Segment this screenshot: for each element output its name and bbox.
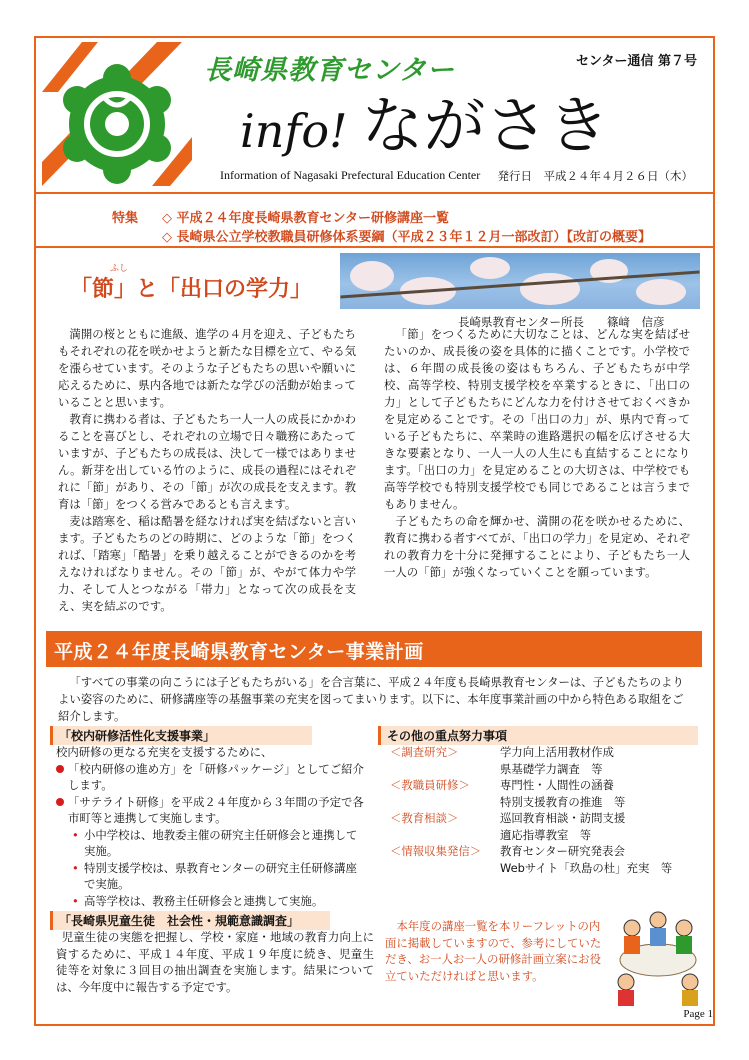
list-item: 県基礎学力調査 等	[500, 761, 603, 776]
title-ruby: ふし	[110, 264, 129, 274]
feature-line-1: ◇ 平成２４年度長崎県教育センター研修講座一覧	[162, 211, 450, 226]
subtitle-en: Information of Nagasaki Prefectural Education Center	[220, 168, 481, 182]
section-head-training: 「校内研修活性化支援事業」	[50, 726, 312, 745]
brand-name: ながさき	[361, 89, 610, 162]
sub-item: • 小中学校は、地教委主催の研究主任研修会と連携して実施。	[72, 827, 358, 858]
list-item: 「校内研修の進め方」を「研修パッケージ」としてご紹介します。	[56, 761, 368, 794]
org-name: 長崎県教育センター	[204, 55, 455, 86]
list-item: ＜教職員研修＞ 専門性・人間性の涵養	[390, 778, 614, 792]
paragraph: 「節」をつくるために大切なことは、どんな実を結ばせたいのか、成長後の姿を具体的に描くことです。小学校では、６年間の成長後の姿はもちろん、子どもたちが中学校、高等学校、特別支援学校を卒業するときに、「出口の力」として子どもたちにどんな力を付けさせておくべきかを見定めることです。その「出口の力」が、県内で育っている子どもたちに、卒業時の進路選択の幅を広げさせる大きな要素となり、一人一人の人生にも直結することになります。「出口の力」を見定めることの大切さは、中学校でも高等学校でも特別支援学校でも同じであることは言うまでもありません。	[384, 327, 690, 511]
article-column-2	[384, 326, 690, 581]
paragraph: 子どもたちの命を輝かせ、満開の花を咲かせるために、教育に携わる者すべてが、「出口の学力」を見定め、それぞれの教育力を十分に発揮することにより、子どもたち一人一人の「節」が強くなっていくことを願っています。	[384, 514, 690, 579]
issue-number: センター通信 第７号	[575, 54, 697, 69]
feature-box	[34, 196, 715, 248]
meeting-illustration	[612, 890, 704, 1010]
survey-body: 児童生徒の実態を把握し、学校・家庭・地域の教育力向上に資するために、平成１４年度、平成１９年度に続き、児童生徒等を対象に３回目の抽出調査を実施します。結果については、今年度中に報告する予定です。	[56, 930, 374, 994]
paragraph: 満開の桜とともに進級、進学の４月を迎え、子どもたちもそれぞれの花を咲かせようと新たな目標を立て、やる気を漲らせています。そのような子どもたちの思いや願いに応えるために、県内各地では新たな学びの活動が始まっていることと思います。	[58, 327, 356, 409]
cherry-blossom-photo	[340, 253, 700, 309]
brand-info: info!	[240, 104, 348, 158]
training-support-body	[56, 744, 368, 909]
paragraph: 教育に携わる者は、子どもたち一人一人の成長にかかわることを喜びとし、それぞれの立場で日々職務にあたっていますが、子どもたちの成長は、決して一様ではありません。新芽を出している竹のように、成長の過程にはそれぞれに「節」があり、その「節」が次の成長を支えます。教育は「節」をつくる営みであるとも言えます。	[58, 412, 356, 511]
list-item: 適応指導教室 等	[500, 827, 592, 842]
list-item: Webサイト「玖島の杜」充実 等	[500, 860, 673, 875]
sub-item: • 高等学校は、教務主任研修会と連携して実施。	[72, 893, 324, 908]
prefectural-emblem-logo	[42, 42, 192, 186]
article-author: 長崎県教育センター所長 篠﨑 信彦	[458, 315, 665, 329]
page-number: Page 1	[683, 1008, 713, 1020]
brand-title	[240, 76, 610, 165]
feature-line-2: ◇ 長崎県公立学校教職員研修体系要綱（平成２３年１２月一部改訂）【改訂の概要】	[162, 230, 652, 245]
section-banner: 平成２４年度長崎県教育センター事業計画	[46, 631, 702, 667]
list-item: ＜調査研究＞ 学力向上活用教材作成	[390, 745, 614, 759]
list-item: ＜教育相談＞ 巡回教育相談・訪問支援	[390, 811, 626, 825]
publication-date: 発行日 平成２４年４月２６日（木）	[497, 169, 693, 183]
bullet-icon	[56, 798, 64, 806]
bullet-icon	[56, 765, 64, 773]
section-head-priorities: その他の重点努力事項	[378, 726, 698, 745]
priorities-list	[390, 744, 710, 876]
masthead	[34, 36, 715, 194]
paragraph: 麦は踏寒を、稲は酷暑を経なければ実を結ばないと言います。子どもたちのどの時期に、どのような「節」をつくれば、「踏寒」「酷暑」を乗り越えることができるのかを考えなければなりません。その「節」が、やがて体力や学力、そして人とつながる「帯力」となって次の成長を支え、実を結ぶのです。	[58, 514, 356, 613]
feature-label: 特集	[112, 211, 139, 226]
leaflet-note: 本年度の講座一覧を本リーフレットの内面に掲載していますので、参考にしていただき、お一人お一人の研修計画立案にお役立ていただければと思います。	[385, 919, 602, 983]
lead-text: 校内研修の更なる充実を支援するために、	[56, 745, 273, 759]
list-item: 「サテライト研修」を平成２４年度から３年間の予定で各市町等と連携して実施します。	[56, 794, 368, 827]
section-head-survey: 「長崎県児童生徒 社会性・規範意識調査」	[50, 911, 330, 930]
plan-intro: 「すべての事業の向こうには子どもたちがいる」を合言葉に、平成２４年度も長崎県教育センターは、子どもたちのよりよい姿容のために、研修講座等の基盤事業の充実を図ってまいります。以下に、本年度事業計画の中から特色ある取組をご紹介します。	[58, 675, 684, 723]
list-item: ＜情報収集発信＞ 教育センター研究発表会	[390, 844, 625, 858]
article-title: 「節」と「出口の学力」	[70, 277, 313, 302]
list-item: 特別支援教育の推進 等	[500, 794, 626, 809]
article-column-1	[58, 326, 356, 615]
sub-item: • 特別支援学校は、県教育センターの研究主任研修講座で実施。	[72, 860, 357, 891]
